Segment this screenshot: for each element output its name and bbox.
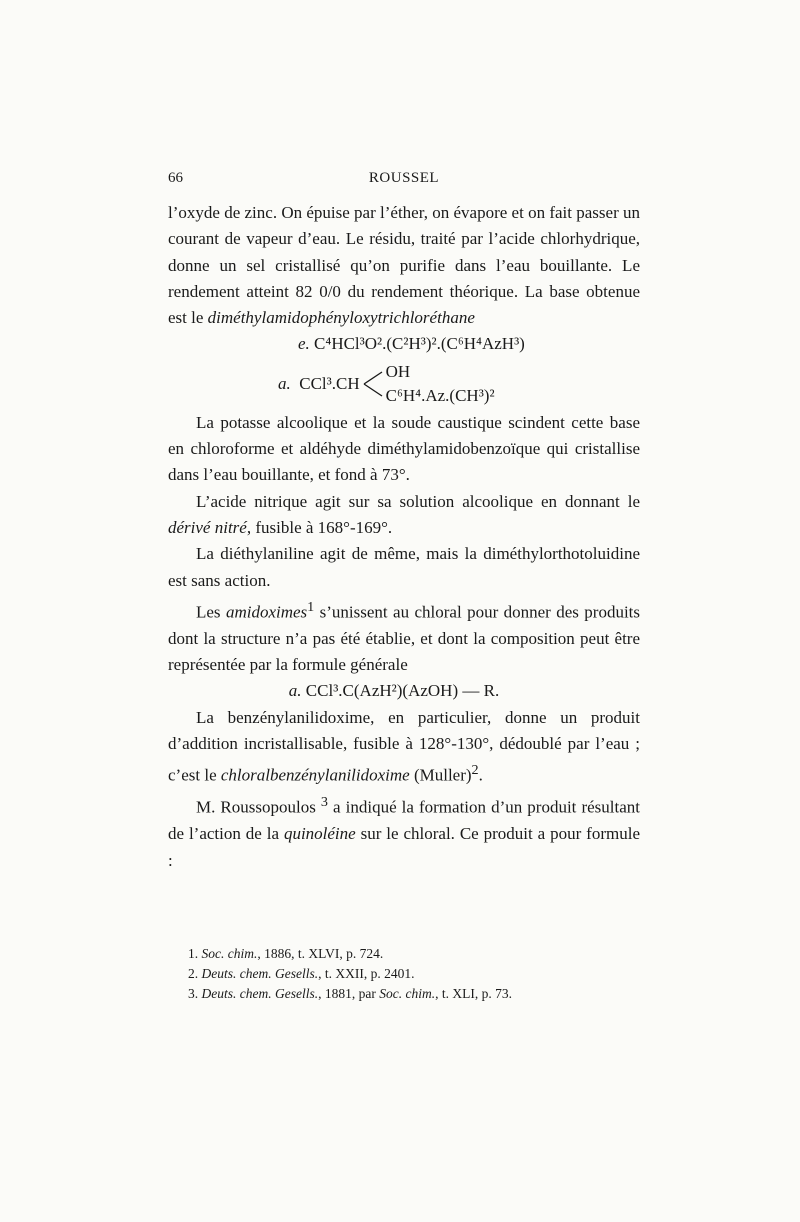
page-number: 66 <box>168 170 183 186</box>
paragraph-2: La potasse alcoolique et la soude caustique scindent cette base en chloroforme et aldéhyde diméthylamidobenzoïque qui cristallise dans l’eau bouillante, et fond à 73°. <box>168 412 640 485</box>
footnote-ref-2: 2 <box>471 762 479 779</box>
paragraph-1: l’oxyde de zinc. On épuise par l’éther, on évapore et on fait passer un courant de vapeur d’eau. Le résidu, traité par l’acide chlorhydrique, donne un sel cristallisé qu’on purifie dans l’eau bouillante. Le rendement atteint 82 0/0 du rendement théorique. La base obtenue est le diméthylamidophényloxytrichloréthane <box>168 203 640 328</box>
compound-name: diméthylamidophényloxytrichloréthane <box>207 308 475 328</box>
body-text <box>168 200 640 874</box>
footnote-ref-3: 3 <box>320 794 328 811</box>
formula-e: e. C⁴HCl³O².(C²H³)².(C⁶H⁴AzH³) <box>298 334 525 354</box>
paragraph-6: La benzénylanilidoxime, en particulier, donne un produit d’addition incristallisable, fusible à 128°-130°, dédoublé par l’eau ; c’est le chloralbenzénylanilidoxime (Muller)$^2$. <box>168 707 640 785</box>
formula-general: a. CCl³.C(AzH²)(AzOH) — R. <box>288 681 500 701</box>
running-title: ROUSSEL <box>368 170 440 186</box>
footnote-3: 3. Deuts. chem. Gesells., 1881, par Soc. chim., t. XLI, p. 73. <box>188 986 512 1001</box>
paragraph-7: M. Roussopoulos $^3$ a indiqué la formation d’un produit résultant de l’action de la quinoléine sur le chloral. Ce produit a pour formule : <box>168 794 641 870</box>
paragraph-5: Les amidoximes$^1$ s’unissent au chloral pour donner des produits dont la structure n’a pas été établie, et dont la composition peut être représentée par la formule générale <box>168 598 641 675</box>
paragraph-4: La diéthylaniline agit de même, mais la diméthylorthotoluidine est sans action. <box>168 544 640 590</box>
footnotes <box>188 944 640 1004</box>
footnote-1: 1. Soc. chim., 1886, t. XLVI, p. 724. <box>188 946 384 961</box>
formula-a-branched: a. CCl³.CH OH C⁶H⁴.Az.(CH³)² <box>278 361 495 405</box>
footnote-ref-1: 1 <box>307 598 315 615</box>
branch-bond <box>362 362 384 406</box>
footnote-2: 2. Deuts. chem. Gesells., t. XXII, p. 2401. <box>188 966 415 981</box>
paragraph-3: L’acide nitrique agit sur sa solution alcoolique en donnant le dérivé nitré, fusible à 168°-169°. <box>168 491 640 537</box>
page-header <box>168 170 640 192</box>
